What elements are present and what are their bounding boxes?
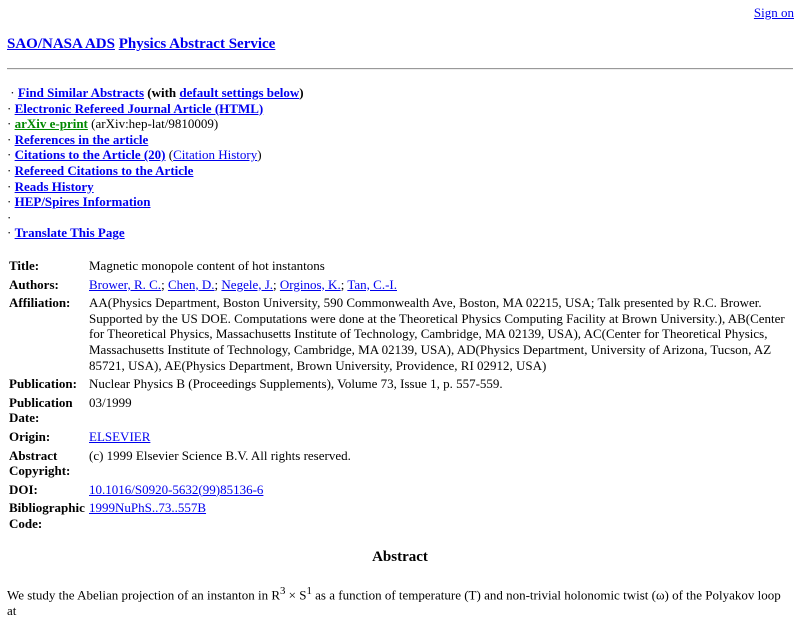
divider	[7, 68, 793, 70]
table-row	[7, 294, 793, 375]
origin-label: Origin:	[9, 428, 51, 444]
sign-on-link[interactable]: Sign on	[753, 5, 794, 20]
arxiv-id: (arXiv:hep-lat/9810009)	[91, 116, 219, 132]
list-item: · Translate This Page	[7, 225, 125, 241]
text: as a function of temperature (T) and non-trivial holonomic twist (ω) of the Polyakov loop at	[7, 587, 781, 618]
text: We study the Abelian projection of an instanton in R	[7, 587, 280, 603]
abstract-heading: Abstract	[372, 549, 428, 565]
authors-value: Brower, R. C.; Chen, D.; Negele, J.; Orginos, K.; Tan, C.-I.	[89, 276, 397, 292]
table-row	[7, 276, 793, 295]
title-label: Title:	[9, 258, 40, 273]
text: 3	[280, 585, 286, 597]
find-similar-link[interactable]: Find Similar Abstracts	[17, 85, 145, 100]
table-row	[7, 481, 793, 500]
title-value: Magnetic monopole content of hot instantons	[89, 258, 325, 273]
page-header	[7, 37, 275, 53]
arxiv-link[interactable]: arXiv e-print	[14, 116, 88, 132]
abstract-text	[7, 584, 793, 619]
bibcode-link[interactable]: 1999NuPhS..73..557B	[89, 500, 207, 516]
ads-home-link[interactable]: SAO/NASA ADS	[7, 36, 115, 52]
translate-link[interactable]: Translate This Page	[14, 225, 125, 241]
physics-service-link[interactable]: Physics Abstract Service	[118, 36, 276, 52]
author-link[interactable]: Tan, C.-I.	[347, 276, 397, 292]
affiliation-label: Affiliation:	[9, 295, 71, 311]
list-item: · Citations to the Article (20) (Citation History)	[7, 147, 262, 163]
text: × S	[285, 587, 307, 603]
author-link[interactable]: Negele, J.	[221, 276, 274, 292]
publication-value: Nuclear Physics B (Proceedings Supplements), Volume 73, Issue 1, p. 557-559.	[89, 376, 503, 392]
citation-history-link[interactable]: Citation History	[173, 147, 258, 163]
table-row	[7, 257, 793, 276]
publication-label: Publication:	[9, 376, 77, 392]
doi-link[interactable]: 10.1016/S0920-5632(99)85136-6	[89, 481, 264, 497]
authors-label: Authors:	[9, 276, 59, 292]
table-row	[7, 428, 793, 447]
origin-link[interactable]: ELSEVIER	[89, 428, 151, 444]
copyright-value: (c) 1999 Elsevier Science B.V. All rights reserved.	[89, 447, 351, 463]
list-item: · arXiv e-print (arXiv:hep-lat/9810009)	[7, 116, 219, 132]
text: (with	[147, 85, 177, 100]
reads-history-link[interactable]: Reads History	[14, 178, 94, 194]
text: 1	[306, 585, 312, 597]
doi-label: DOI:	[9, 481, 38, 497]
affiliation-value: AA(Physics Department, Boston University, 590 Commonwealth Ave, Boston, MA 02215, USA; Talk presented by R.C. Brower. Supported by the US DOE. Computations were done at the Theoretical Physics Computing Facility at Brown University.), AB(Center for Theoretical Physics, Massachusetts Institute of Technology, Cambridge, MA 02139, USA), AC(Center for Theoretical Physics, Massachusetts Institute of Technology, Cambridge, MA 02139, USA), AD(Physics Department, University of Arizona, Tucson, AZ 85721, USA), AE(Physics Department, Brown University, Providence, RI 02912, USA)	[89, 295, 785, 373]
author-link[interactable]: Brower, R. C.	[89, 276, 162, 292]
table-row	[7, 447, 793, 481]
list-item: · Electronic Refereed Journal Article (HTML)	[7, 100, 264, 116]
list-item: · Reads History	[7, 178, 94, 194]
table-row	[7, 375, 793, 394]
electronic-article-link[interactable]: Electronic Refereed Journal Article (HTML)	[14, 100, 264, 116]
record-table	[7, 257, 793, 534]
copyright-label: Abstract Copyright:	[9, 447, 71, 479]
hep-spires-link[interactable]: HEP/Spires Information	[14, 194, 151, 210]
table-row	[7, 499, 793, 533]
list-item: · HEP/Spires Information	[7, 194, 151, 210]
pubdate-label: Publication Date:	[9, 394, 73, 426]
author-link[interactable]: Chen, D.	[167, 276, 215, 292]
refereed-citations-link[interactable]: Refereed Citations to the Article	[14, 162, 194, 178]
pubdate-value: 03/1999	[89, 394, 132, 410]
text: )	[299, 85, 304, 100]
table-row	[7, 394, 793, 428]
list-item: · Refereed Citations to the Article	[7, 162, 194, 178]
bibcode-label: Bibliographic Code:	[9, 500, 85, 531]
author-link[interactable]: Orginos, K.	[279, 276, 341, 292]
links-list	[7, 85, 304, 241]
default-settings-link[interactable]: default settings below	[179, 85, 300, 100]
references-link[interactable]: References in the article	[14, 131, 149, 147]
list-item: ·	[7, 209, 12, 225]
citations-link[interactable]: Citations to the Article (20)	[14, 147, 166, 163]
list-item: · Find Similar Abstracts (with default settings below)	[7, 85, 304, 100]
list-item: · References in the article	[7, 131, 149, 147]
